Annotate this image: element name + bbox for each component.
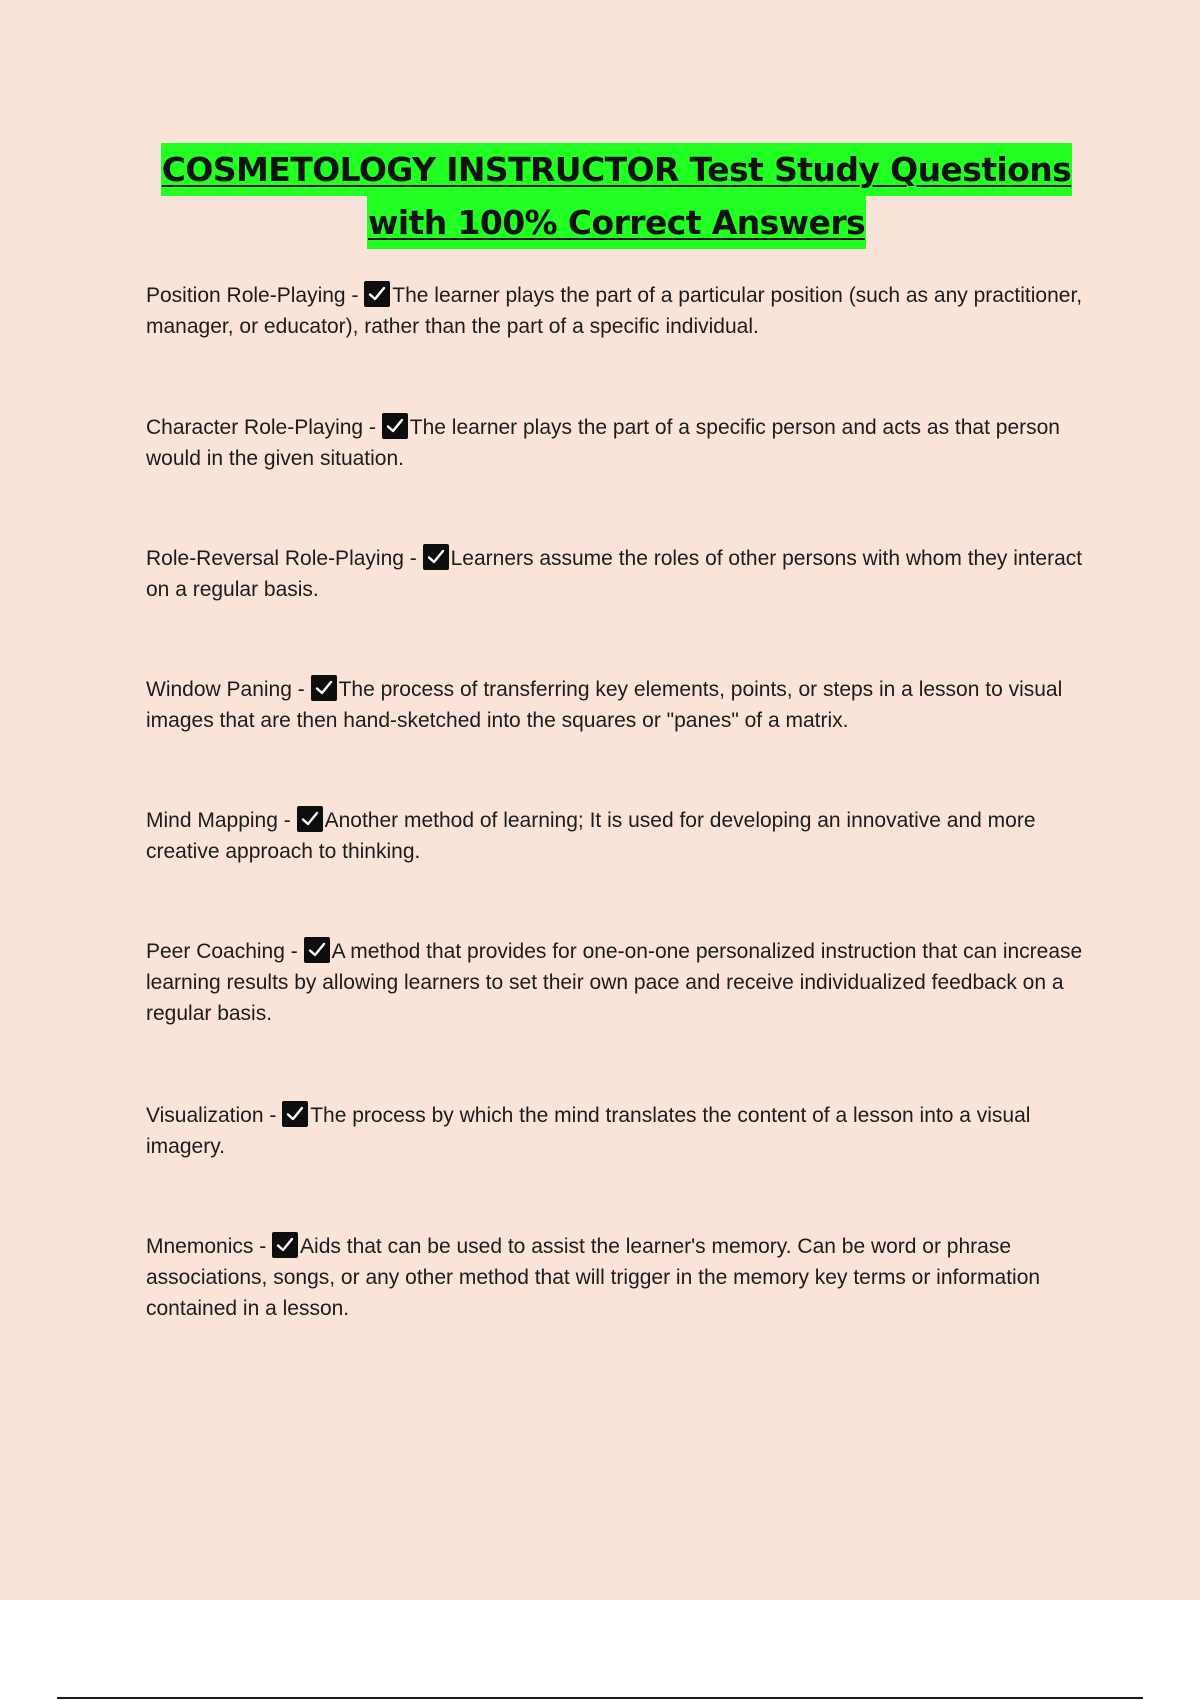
qa-item-mind-mapping xyxy=(146,805,1091,867)
qa-answer: Learners assume the roles of other persons with whom they interact on a regular basis. xyxy=(146,547,1083,601)
qa-term: Peer Coaching xyxy=(146,940,285,963)
qa-separator: - xyxy=(363,416,382,439)
qa-term: Mnemonics xyxy=(146,1235,254,1258)
qa-separator: - xyxy=(284,940,304,963)
qa-item-window-paning xyxy=(146,674,1091,736)
qa-term: Visualization xyxy=(146,1104,264,1127)
qa-item-visualization xyxy=(146,1100,1091,1162)
qa-separator: - xyxy=(291,678,311,701)
qa-term: Role-Reversal Role-Playing xyxy=(146,547,404,570)
qa-answer: Aids that can be used to assist the learner's memory. Can be word or phrase associations, songs, or any other method that will trigger in the memory key terms or information contained in a lesson. xyxy=(146,1235,1041,1320)
title-line-2: with 100% Correct Answers xyxy=(367,196,866,249)
check-box-icon xyxy=(423,544,449,570)
qa-answer: The learner plays the part of a specific person and acts as that person would in the given situation. xyxy=(146,416,1060,470)
qa-separator: - xyxy=(277,809,297,832)
qa-answer: The process of transferring key elements, points, or steps in a lesson to visual images that are then hand-sketched into the squares or "panes" of a matrix. xyxy=(146,678,1063,732)
check-box-icon xyxy=(364,281,390,307)
check-box-icon xyxy=(311,675,337,701)
qa-item-position-role-playing xyxy=(146,280,1091,342)
qa-term: Position Role-Playing xyxy=(146,284,346,307)
document-title xyxy=(130,143,1103,249)
check-box-icon xyxy=(282,1101,308,1127)
qa-separator: - xyxy=(345,284,365,307)
qa-separator: - xyxy=(403,547,423,570)
qa-term: Mind Mapping xyxy=(146,809,278,832)
qa-answer: Another method of learning; It is used for developing an innovative and more creative approach to thinking. xyxy=(146,809,1036,863)
footer-divider xyxy=(57,1697,1143,1699)
check-box-icon xyxy=(304,937,330,963)
qa-item-role-reversal-role-playing xyxy=(146,543,1091,605)
qa-term: Window Paning xyxy=(146,678,292,701)
check-box-icon xyxy=(382,413,408,439)
check-box-icon xyxy=(297,806,323,832)
title-line-1: COSMETOLOGY INSTRUCTOR Test Study Questions xyxy=(161,143,1072,196)
qa-term: Character Role-Playing xyxy=(146,416,364,439)
qa-answer: The learner plays the part of a particular position (such as any practitioner, manager, or educator), rather than the part of a specific individual. xyxy=(146,284,1083,338)
qa-item-character-role-playing xyxy=(146,412,1091,474)
qa-item-mnemonics xyxy=(146,1231,1091,1324)
qa-answer: The process by which the mind translates the content of a lesson into a visual imagery. xyxy=(146,1104,1031,1158)
qa-item-peer-coaching xyxy=(146,936,1091,1029)
qa-separator: - xyxy=(253,1235,273,1258)
qa-answer: A method that provides for one-on-one personalized instruction that can increase learning results by allowing learners to set their own pace and receive individualized feedback on a regular basis. xyxy=(146,940,1083,1025)
qa-separator: - xyxy=(263,1104,283,1127)
check-box-icon xyxy=(272,1232,298,1258)
